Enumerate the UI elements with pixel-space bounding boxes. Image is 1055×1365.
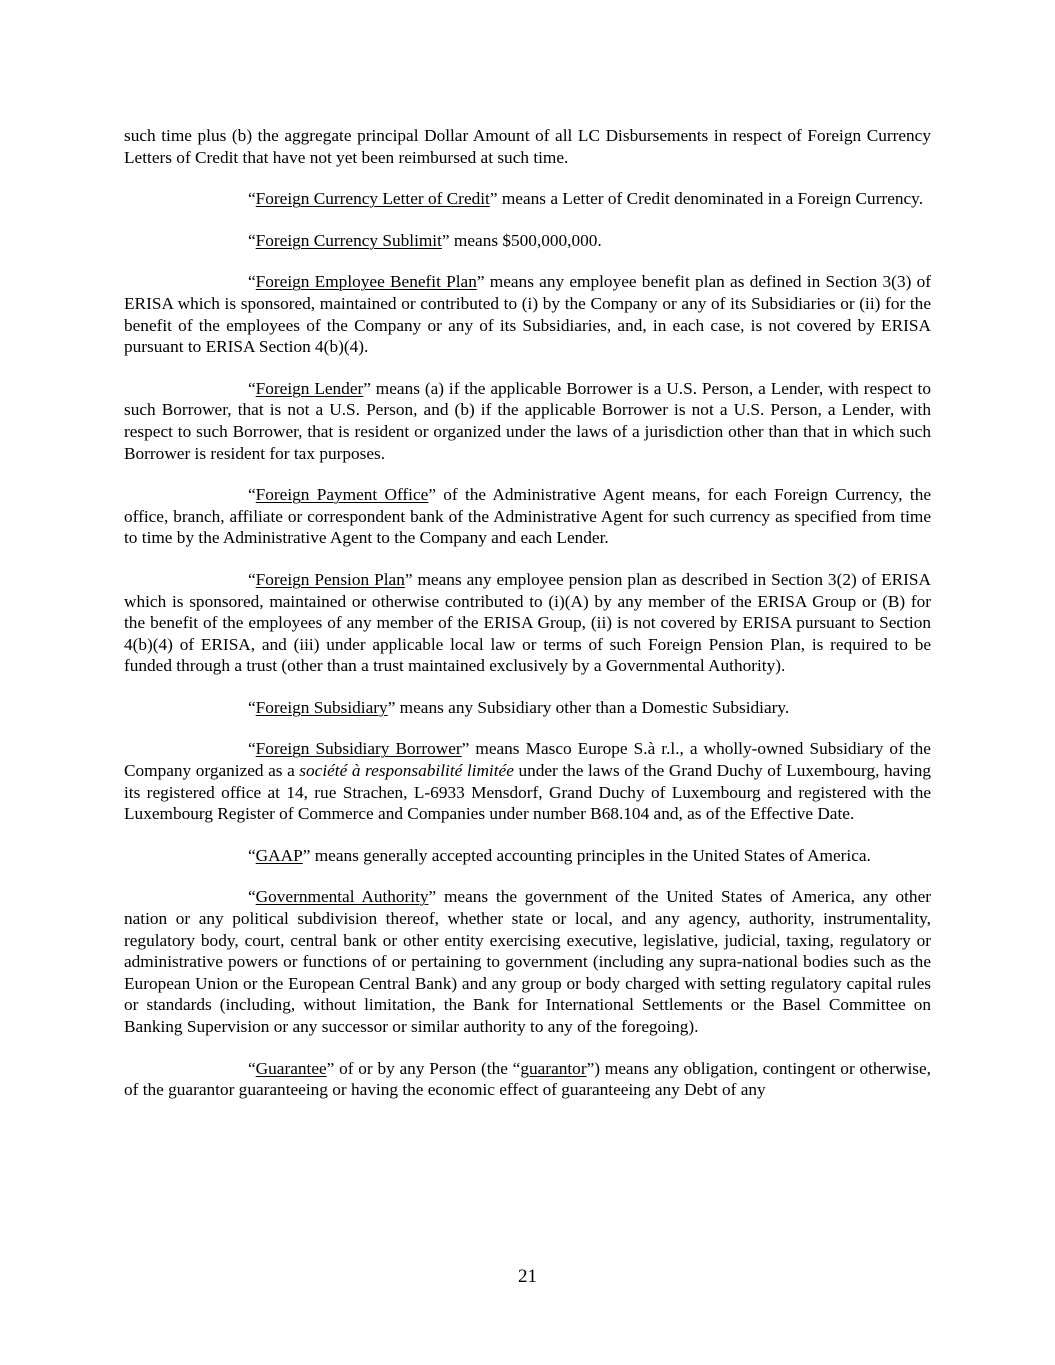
paragraph-text: “ [248,739,256,759]
paragraph-text: ” means $500,000,000. [441,230,602,250]
document-body [124,125,931,1121]
paragraph-text: ” means generally accepted accounting principles in the United States of America. [302,845,871,865]
defined-term: Foreign Currency Sublimit [255,230,442,250]
paragraph-text: “ [248,189,256,209]
paragraph-text: “ [248,697,256,717]
paragraph-text: ” of the Administrative Agent means, for each Foreign Currency, the office, branch, affiliate or correspondent bank of the Administrative Agent for such currency as specified from time to time by the Administrative Agent to the Company and each Lender. [124,485,932,548]
paragraph-text: ”) means any obligation, contingent or otherwise, of the guarantor guaranteeing or having the economic effect of guaranteeing any Debt of any [124,1058,931,1100]
defined-term: Guarantee [255,1058,327,1078]
paragraph-foreign-currency-sublimit [124,230,931,252]
defined-term: Foreign Lender [255,378,364,398]
paragraph-gaap [124,845,931,867]
paragraph-text: “ [248,378,256,398]
paragraph-text: “ [248,230,256,250]
paragraph-foreign-subsidiary [124,697,931,719]
paragraph-foreign-payment-office [124,484,931,549]
paragraph-text: ” means any Subsidiary other than a Domestic Subsidiary. [387,697,790,717]
paragraph-foreign-currency-letter-of-credit [124,188,931,210]
paragraph-text: under the laws of the Grand Duchy of Luxembourg, having its registered office at 14, rue Strachen, L-6933 Mensdorf, Grand Duchy of Luxembourg and registered with the Luxembourg Register of Commerce and Companies under number B68.104 and, as of the Effective Date. [124,761,932,824]
page-number: 21 [518,1266,537,1287]
paragraph-text: ” means any employee pension plan as described in Section 3(2) of ERISA which is sponsored, maintained or otherwise contributed to (i)(A) by any member of the ERISA Group or (B) for the benefit of the employees of any member of the ERISA Group, (ii) is not covered by ERISA pursuant to Section 4(b)(4) of ERISA, and (iii) under applicable local law or terms of such Foreign Pension Plan, is required to be funded through a trust (other than a trust maintained exclusively by a Governmental Authority). [124,569,931,676]
paragraph-text: “ [248,272,256,292]
paragraph-foreign-subsidiary-borrower [124,738,931,824]
paragraph-text: ” means the government of the United States of America, any other nation or any political subdivision thereof, whether state or local, and any agency, authority, instrumentality, regulatory body, court, central bank or other entity exercising executive, legislative, judicial, taxing, regulatory or administrative powers or functions of or pertaining to government (including any supra-national bodies such as the European Union or the European Central Bank) and any group or body charged with setting regulatory capital rules or standards (including, without limitation, the Bank for International Settlements or the Basel Committee on Banking Supervision or any successor or similar authority to any of the foregoing). [124,887,931,1036]
defined-term: GAAP [255,845,303,865]
defined-term: Foreign Subsidiary Borrower [255,739,462,759]
paragraph-continued [124,125,931,168]
paragraph-foreign-employee-benefit-plan [124,271,931,357]
paragraph-text: ” means a Letter of Credit denominated in a Foreign Currency. [489,189,924,209]
paragraph-text: “ [248,485,256,505]
paragraph-text: such time plus (b) the aggregate principal Dollar Amount of all LC Disbursements in respect of Foreign Currency Letters of Credit that have not yet been reimbursed at such time. [124,126,931,167]
defined-term: Foreign Payment Office [255,485,429,505]
paragraph-text: “ [248,845,256,865]
paragraph-text: ” of or by any Person (the “ [326,1058,521,1078]
defined-term: Foreign Currency Letter of Credit [255,189,490,209]
paragraph-text: “ [248,887,256,907]
paragraph-foreign-pension-plan [124,569,931,677]
defined-term: Foreign Pension Plan [255,569,405,589]
paragraph-text: ” means Masco Europe S.à r.l., a wholly-owned Subsidiary of the Company organized as a [124,739,931,781]
paragraph-text: “ [248,569,256,589]
paragraph-text: ” means any employee benefit plan as defined in Section 3(3) of ERISA which is sponsored, maintained or contributed to (i) by the Company or any of its Subsidiaries or (ii) for the benefit of the employees of the Company or any of its Subsidiaries, and, in each case, is not covered by ERISA pursuant to ERISA Section 4(b)(4). [124,272,931,357]
paragraph-foreign-lender [124,378,931,464]
defined-term: Governmental Authority [255,887,429,907]
defined-term: Foreign Subsidiary [255,697,388,717]
defined-term: Foreign Employee Benefit Plan [255,272,477,292]
paragraph-guarantee [124,1058,931,1101]
paragraph-text: “ [248,1058,256,1078]
paragraph-governmental-authority [124,886,931,1037]
paragraph-text: ” means (a) if the applicable Borrower is a U.S. Person, a Lender, with respect to such Borrower, that is not a U.S. Person, and (b) if the applicable Borrower is not a U.S. Person, a Lender, with respect to such Borrower, that is resident or organized under the laws of a jurisdiction other than that in which such Borrower is resident for tax purposes. [124,378,931,463]
italic-text: société à responsabilité limitée [299,761,514,781]
defined-term: guarantor [520,1058,587,1078]
